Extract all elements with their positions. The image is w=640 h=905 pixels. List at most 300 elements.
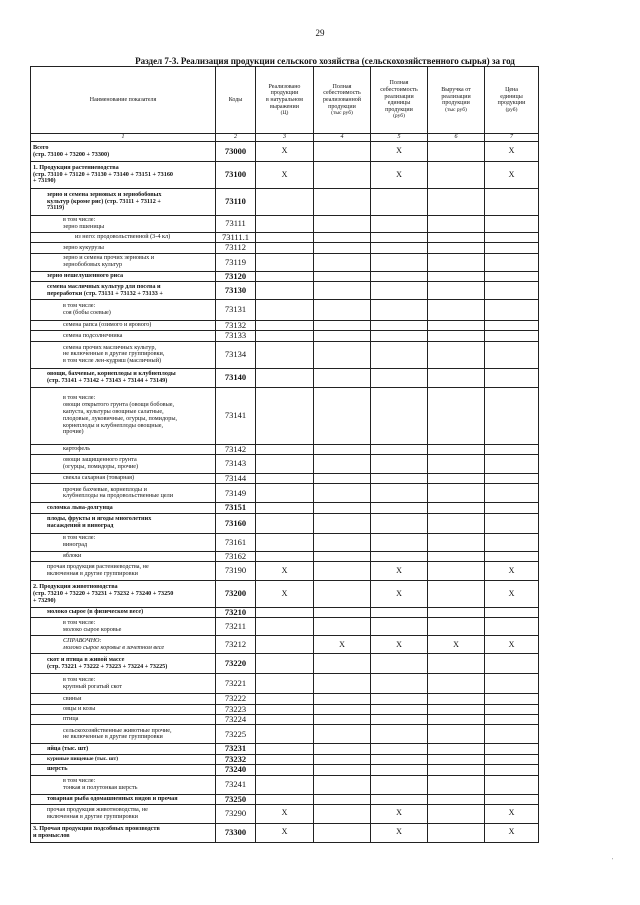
header-col6 [428, 67, 485, 134]
indicator-name [31, 704, 216, 714]
table-row [31, 513, 539, 533]
indicator-name-line: овцы и козы [63, 705, 96, 713]
value-cell[interactable] [428, 581, 485, 608]
value-cell[interactable] [485, 754, 539, 764]
value-cell[interactable] [256, 551, 314, 561]
value-cell[interactable] [314, 387, 371, 444]
value-cell[interactable] [314, 216, 371, 233]
value-cell[interactable] [428, 216, 485, 233]
value-cell[interactable] [256, 253, 314, 271]
table-row [31, 271, 539, 281]
header-line: реализации [384, 93, 414, 100]
row-code: 73144 [216, 474, 256, 484]
value-cell[interactable] [428, 321, 485, 331]
value-cell[interactable] [485, 744, 539, 754]
indicator-name [31, 189, 216, 216]
header-line: Цена [505, 87, 518, 94]
value-cell[interactable] [428, 618, 485, 636]
value-cell[interactable] [314, 674, 371, 694]
value-cell[interactable] [485, 271, 539, 281]
value-cell[interactable] [428, 341, 485, 368]
value-cell[interactable] [314, 455, 371, 474]
indicator-name [31, 368, 216, 387]
row-code: 73160 [216, 513, 256, 533]
header-line: реализации [441, 93, 471, 100]
value-cell[interactable] [428, 474, 485, 484]
header-line: (руб) [505, 106, 518, 113]
row-code: 73130 [216, 282, 256, 300]
value-cell[interactable] [314, 804, 371, 823]
value-cell[interactable] [256, 455, 314, 474]
row-code: 73140 [216, 368, 256, 387]
table-row [31, 562, 539, 581]
indicator-name [31, 271, 216, 281]
indicator-name-line: (стр. 73221 + 73222 + 73223 + 73224 + 73225) [47, 662, 168, 670]
value-cell[interactable] [314, 341, 371, 368]
value-cell[interactable] [428, 503, 485, 513]
value-cell[interactable] [314, 253, 371, 271]
value-cell[interactable]: X [485, 142, 539, 162]
value-cell[interactable] [314, 754, 371, 764]
value-cell[interactable] [485, 533, 539, 551]
row-code: 73231 [216, 744, 256, 754]
value-cell[interactable]: X [485, 562, 539, 581]
value-cell[interactable] [314, 533, 371, 551]
indicator-name-line: не включенные в другие группировки [63, 733, 163, 741]
value-cell[interactable] [314, 282, 371, 300]
table-row [31, 387, 539, 444]
value-cell[interactable] [485, 455, 539, 474]
table-row [31, 804, 539, 823]
value-cell[interactable] [314, 368, 371, 387]
value-cell[interactable] [314, 503, 371, 513]
value-cell[interactable] [256, 387, 314, 444]
value-cell[interactable]: X [256, 581, 314, 608]
header-line: продукции [328, 103, 356, 110]
value-cell[interactable] [428, 765, 485, 775]
row-code: 73241 [216, 775, 256, 794]
row-code: 73142 [216, 444, 256, 454]
indicator-name-line: овощи, бахчевые, корнеплоды и клубнеплоды [47, 369, 176, 377]
value-cell[interactable] [428, 551, 485, 561]
value-cell[interactable] [485, 775, 539, 794]
value-cell[interactable] [371, 794, 428, 804]
indicator-name-line: прочая продукция растениеводства, не [47, 563, 149, 571]
value-cell[interactable] [485, 618, 539, 636]
row-code: 73133 [216, 331, 256, 341]
value-cell[interactable]: X [371, 636, 428, 654]
table-row [31, 216, 539, 233]
value-cell[interactable]: X [485, 804, 539, 823]
indicator-name [31, 233, 216, 243]
value-cell[interactable] [428, 823, 485, 842]
value-cell[interactable] [485, 513, 539, 533]
table-row [31, 368, 539, 387]
indicator-name-line: (огурцы, помидоры, прочие) [63, 463, 139, 471]
value-cell[interactable] [371, 253, 428, 271]
value-cell[interactable] [485, 387, 539, 444]
value-cell[interactable] [256, 282, 314, 300]
value-cell[interactable] [371, 331, 428, 341]
indicator-name-line: сельскохозяйственные животные прочие, [63, 726, 172, 734]
value-cell[interactable] [485, 551, 539, 561]
value-cell[interactable] [256, 765, 314, 775]
indicator-name-line: из него: продовольственной (3-4 кл) [75, 233, 171, 241]
value-cell[interactable] [314, 162, 371, 189]
value-cell[interactable] [485, 694, 539, 704]
value-cell[interactable] [256, 533, 314, 551]
value-cell[interactable] [314, 484, 371, 503]
value-cell[interactable] [428, 513, 485, 533]
value-cell[interactable] [485, 253, 539, 271]
table-row [31, 331, 539, 341]
value-cell[interactable] [256, 233, 314, 243]
row-code: 73112 [216, 243, 256, 253]
value-cell[interactable] [485, 300, 539, 321]
header-line: Полная [332, 83, 352, 90]
indicator-name-line: плодовые, луковичные, огурцы, помидоры, [63, 414, 178, 422]
value-cell[interactable] [314, 725, 371, 744]
value-cell[interactable] [428, 282, 485, 300]
value-cell[interactable] [428, 253, 485, 271]
value-cell[interactable]: X [371, 581, 428, 608]
value-cell[interactable] [256, 484, 314, 503]
value-cell[interactable] [314, 444, 371, 454]
value-cell[interactable] [428, 233, 485, 243]
value-cell[interactable]: X [256, 804, 314, 823]
value-cell[interactable] [485, 243, 539, 253]
col-number: 7 [485, 134, 539, 142]
indicator-name [31, 216, 216, 233]
value-cell[interactable] [256, 474, 314, 484]
indicator-name-line: культур (кроме рис) (стр. 73111 + 73112 + [47, 197, 161, 205]
value-cell[interactable] [428, 300, 485, 321]
value-cell[interactable] [314, 243, 371, 253]
value-cell[interactable] [485, 282, 539, 300]
value-cell[interactable]: X [371, 562, 428, 581]
value-cell[interactable]: X [256, 142, 314, 162]
value-cell[interactable] [256, 794, 314, 804]
value-cell[interactable]: X [256, 823, 314, 842]
value-cell[interactable] [256, 341, 314, 368]
value-cell[interactable] [371, 387, 428, 444]
value-cell[interactable] [428, 444, 485, 454]
value-cell[interactable] [256, 674, 314, 694]
value-cell[interactable]: X [371, 142, 428, 162]
indicator-name-line: картофель [63, 444, 91, 452]
col-number: 3 [256, 134, 314, 142]
value-cell[interactable] [371, 754, 428, 764]
value-cell[interactable] [314, 654, 371, 674]
value-cell[interactable] [314, 744, 371, 754]
value-cell[interactable] [314, 321, 371, 331]
indicator-name-line: не включенные в другие группировки, [63, 350, 165, 358]
value-cell[interactable]: X [371, 162, 428, 189]
value-cell[interactable] [428, 331, 485, 341]
value-cell[interactable] [314, 513, 371, 533]
value-cell[interactable] [428, 694, 485, 704]
value-cell[interactable]: X [314, 636, 371, 654]
row-code: 73000 [216, 142, 256, 162]
indicator-name-line: в том числе: [63, 302, 96, 310]
value-cell[interactable]: X [256, 562, 314, 581]
indicator-name [31, 444, 216, 454]
value-cell[interactable] [314, 775, 371, 794]
value-cell[interactable] [256, 243, 314, 253]
value-cell[interactable] [314, 474, 371, 484]
header-line: (тыс руб) [445, 106, 467, 113]
value-cell[interactable] [371, 243, 428, 253]
scan-mark: ' [612, 858, 614, 864]
value-cell[interactable] [256, 368, 314, 387]
value-cell[interactable] [485, 765, 539, 775]
value-cell[interactable] [371, 694, 428, 704]
indicator-name [31, 804, 216, 823]
row-code: 73134 [216, 341, 256, 368]
value-cell[interactable] [371, 608, 428, 618]
value-cell[interactable] [256, 608, 314, 618]
value-cell[interactable] [485, 444, 539, 454]
indicator-name [31, 321, 216, 331]
value-cell[interactable] [371, 233, 428, 243]
value-cell[interactable] [485, 503, 539, 513]
value-cell[interactable] [256, 694, 314, 704]
value-cell[interactable] [485, 674, 539, 694]
value-cell[interactable] [256, 300, 314, 321]
value-cell[interactable] [428, 533, 485, 551]
row-code: 73132 [216, 321, 256, 331]
row-code: 73222 [216, 694, 256, 704]
value-cell[interactable] [256, 654, 314, 674]
indicator-name [31, 474, 216, 484]
value-cell[interactable] [485, 608, 539, 618]
table-row [31, 765, 539, 775]
value-cell[interactable] [428, 775, 485, 794]
value-cell[interactable] [485, 715, 539, 725]
value-cell[interactable] [314, 271, 371, 281]
value-cell[interactable] [485, 368, 539, 387]
value-cell[interactable] [314, 794, 371, 804]
value-cell[interactable] [256, 618, 314, 636]
indicator-name [31, 744, 216, 754]
value-cell[interactable] [371, 271, 428, 281]
value-cell[interactable]: X [428, 636, 485, 654]
indicator-name [31, 331, 216, 341]
value-cell[interactable] [485, 725, 539, 744]
value-cell[interactable] [428, 271, 485, 281]
table-row [31, 775, 539, 794]
value-cell[interactable] [256, 513, 314, 533]
value-cell[interactable] [428, 368, 485, 387]
indicator-name-line: крупный рогатый скот [63, 682, 122, 690]
value-cell[interactable] [428, 754, 485, 764]
indicator-name [31, 765, 216, 775]
value-cell[interactable] [371, 765, 428, 775]
value-cell[interactable] [314, 581, 371, 608]
value-cell[interactable] [428, 562, 485, 581]
indicator-name-line: СПРАВОЧНО: [63, 637, 102, 645]
table-row [31, 321, 539, 331]
value-cell[interactable] [428, 744, 485, 754]
table-row [31, 300, 539, 321]
value-cell[interactable]: X [256, 162, 314, 189]
value-cell[interactable] [256, 754, 314, 764]
value-cell[interactable] [256, 715, 314, 725]
value-cell[interactable] [256, 775, 314, 794]
value-cell[interactable] [314, 608, 371, 618]
value-cell[interactable] [256, 271, 314, 281]
row-code: 73111.1 [216, 233, 256, 243]
value-cell[interactable] [314, 551, 371, 561]
indicator-name-line: (стр. 73210 + 73220 + 73231 + 73232 + 73240 + 73250 [33, 589, 174, 597]
value-cell[interactable] [485, 321, 539, 331]
value-cell[interactable] [485, 216, 539, 233]
header-line: (руб) [393, 113, 405, 120]
value-cell[interactable] [371, 744, 428, 754]
value-cell[interactable] [371, 455, 428, 474]
value-cell[interactable] [485, 484, 539, 503]
value-cell[interactable] [428, 794, 485, 804]
value-cell[interactable] [256, 636, 314, 654]
header-line: продукции [385, 106, 413, 113]
table-row [31, 162, 539, 189]
value-cell[interactable] [314, 300, 371, 321]
value-cell[interactable] [314, 715, 371, 725]
value-cell[interactable] [371, 704, 428, 714]
value-cell[interactable] [371, 551, 428, 561]
value-cell[interactable] [256, 216, 314, 233]
value-cell[interactable] [314, 694, 371, 704]
value-cell[interactable] [371, 715, 428, 725]
indicator-name-line: птица [63, 715, 79, 723]
value-cell[interactable] [428, 654, 485, 674]
indicator-name [31, 484, 216, 503]
value-cell[interactable] [428, 608, 485, 618]
value-cell[interactable] [428, 715, 485, 725]
value-cell[interactable] [314, 765, 371, 775]
value-cell[interactable] [485, 704, 539, 714]
value-cell[interactable] [428, 189, 485, 216]
value-cell[interactable] [314, 618, 371, 636]
value-cell[interactable] [428, 455, 485, 474]
value-cell[interactable] [485, 474, 539, 484]
value-cell[interactable] [371, 775, 428, 794]
value-cell[interactable] [428, 704, 485, 714]
section-title: Раздел 7-3. Реализация продукции сельского хозяйства (сельскохозяйственного сырья) за год [135, 56, 515, 66]
value-cell[interactable] [371, 654, 428, 674]
value-cell[interactable] [371, 503, 428, 513]
value-cell[interactable] [428, 162, 485, 189]
value-cell[interactable]: X [485, 636, 539, 654]
row-code: 73111 [216, 216, 256, 233]
value-cell[interactable] [371, 674, 428, 694]
value-cell[interactable] [371, 618, 428, 636]
value-cell[interactable]: X [485, 162, 539, 189]
table-row [31, 744, 539, 754]
value-cell[interactable] [314, 189, 371, 216]
indicator-name-line: включенная в другие группировки [47, 570, 138, 578]
table-row [31, 484, 539, 503]
value-cell[interactable] [371, 484, 428, 503]
value-cell[interactable] [428, 243, 485, 253]
indicator-name [31, 387, 216, 444]
value-cell[interactable] [485, 189, 539, 216]
row-code: 73120 [216, 271, 256, 281]
value-cell[interactable] [256, 321, 314, 331]
value-cell[interactable] [256, 189, 314, 216]
value-cell[interactable] [485, 654, 539, 674]
value-cell[interactable] [428, 142, 485, 162]
value-cell[interactable] [485, 331, 539, 341]
value-cell[interactable] [256, 331, 314, 341]
value-cell[interactable] [371, 282, 428, 300]
col-number: 5 [371, 134, 428, 142]
value-cell[interactable]: X [485, 823, 539, 842]
value-cell[interactable]: X [371, 823, 428, 842]
value-cell[interactable] [485, 341, 539, 368]
value-cell[interactable] [428, 725, 485, 744]
value-cell[interactable] [485, 233, 539, 243]
value-cell[interactable] [371, 444, 428, 454]
value-cell[interactable] [428, 387, 485, 444]
value-cell[interactable] [371, 474, 428, 484]
indicator-name-line: в том числе: [63, 216, 96, 224]
value-cell[interactable] [371, 216, 428, 233]
data-table [30, 66, 539, 843]
value-cell[interactable] [371, 533, 428, 551]
value-cell[interactable] [314, 331, 371, 341]
table-row [31, 754, 539, 764]
table-row [31, 704, 539, 714]
indicator-name-line: товарная рыба одомашненных видов и прочая [47, 794, 178, 802]
value-cell[interactable] [428, 804, 485, 823]
value-cell[interactable] [314, 823, 371, 842]
value-cell[interactable] [428, 484, 485, 503]
indicator-name [31, 636, 216, 654]
indicator-name-line: зерно и семена зерновых и зернобобовых [47, 190, 162, 198]
value-cell[interactable] [256, 725, 314, 744]
value-cell[interactable] [371, 189, 428, 216]
value-cell[interactable] [256, 503, 314, 513]
value-cell[interactable]: X [485, 581, 539, 608]
value-cell[interactable] [371, 321, 428, 331]
value-cell[interactable] [314, 562, 371, 581]
value-cell[interactable] [371, 300, 428, 321]
value-cell[interactable] [256, 744, 314, 754]
value-cell[interactable] [256, 704, 314, 714]
indicator-name [31, 674, 216, 694]
header-line: продукции [442, 100, 470, 107]
value-cell[interactable] [314, 233, 371, 243]
value-cell[interactable] [314, 142, 371, 162]
value-cell[interactable] [428, 674, 485, 694]
value-cell[interactable]: X [371, 804, 428, 823]
indicator-name-line: плоды, фрукты и ягоды многолетних [47, 515, 152, 523]
value-cell[interactable] [371, 513, 428, 533]
value-cell[interactable] [371, 725, 428, 744]
value-cell[interactable] [485, 794, 539, 804]
table-row [31, 551, 539, 561]
header-line: реализованной [322, 96, 362, 103]
value-cell[interactable] [371, 341, 428, 368]
indicator-name [31, 455, 216, 474]
row-code: 73290 [216, 804, 256, 823]
table-row [31, 444, 539, 454]
value-cell[interactable] [371, 368, 428, 387]
indicator-name-line: в том числе: [63, 776, 96, 784]
value-cell[interactable] [256, 444, 314, 454]
value-cell[interactable] [314, 704, 371, 714]
